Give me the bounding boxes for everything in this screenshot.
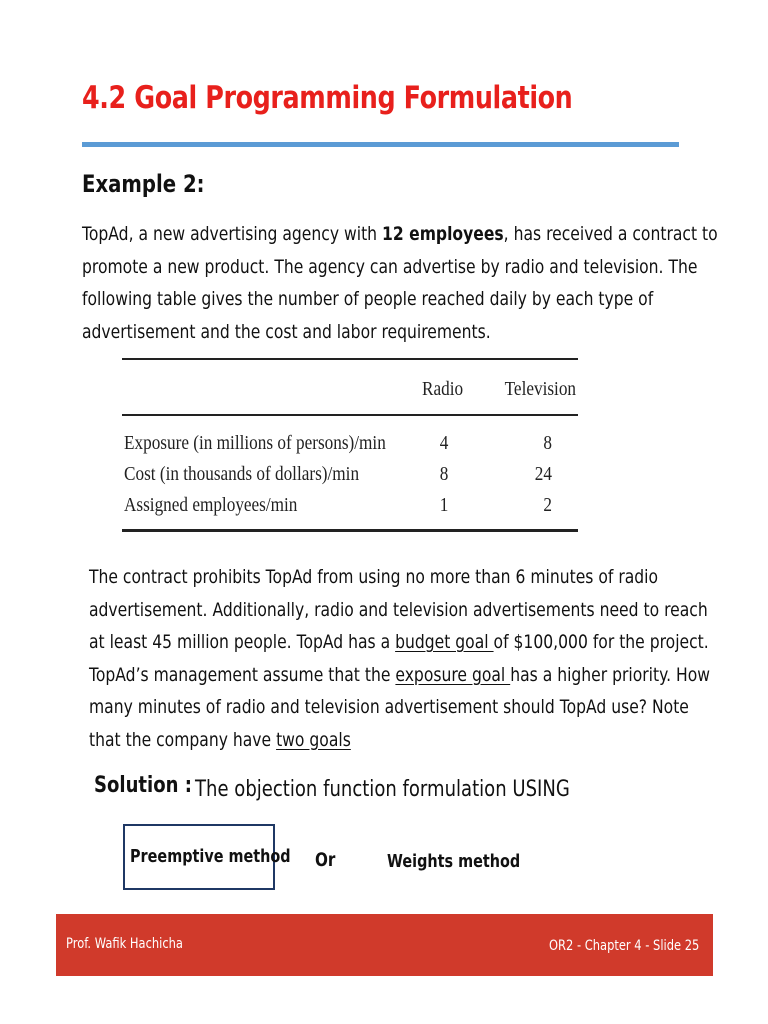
table-top-rule	[122, 358, 578, 360]
problem-line-4	[89, 659, 710, 692]
footer-slide-number: OR2 - Chapter 4 - Slide 25	[548, 938, 699, 954]
problem-line-3-end: of $100,000 for the project.	[493, 631, 709, 653]
problem-line-5: many minutes of radio and television advertisement should TopAd use? Note	[89, 696, 689, 718]
intro-line-1	[82, 218, 718, 251]
intro-line-2: promote a new product. The agency can advertise by radio and television. The	[82, 255, 698, 278]
intro-paragraph	[82, 218, 768, 348]
employees-emphasis: 12 employees	[382, 223, 504, 245]
intro-line-1-end: , has received a contract to	[503, 223, 718, 245]
column-header-television: Television	[504, 378, 576, 400]
problem-line-6	[89, 724, 710, 757]
row-label-exposure: Exposure (in millions of persons)/min	[124, 432, 386, 454]
intro-line-3: following table gives the number of people reached daily by each type of	[82, 288, 654, 310]
problem-line-3	[89, 626, 710, 659]
problem-paragraph	[89, 561, 768, 756]
cell-exposure-television: 8	[543, 432, 552, 454]
row-label-employees: Assigned employees/min	[124, 494, 298, 516]
cell-exposure-radio: 4	[439, 432, 449, 454]
row-label-cost: Cost (in thousands of dollars)/min	[124, 463, 360, 485]
exposure-goal-underlined: exposure goal	[395, 663, 511, 686]
or-label: Or	[315, 849, 336, 871]
cell-employees-radio: 1	[439, 494, 449, 516]
budget-goal-underlined: budget goal	[395, 631, 494, 653]
weights-method-label: Weights method	[387, 851, 521, 872]
cell-cost-radio: 8	[439, 463, 449, 485]
column-header-radio: Radio	[422, 378, 464, 400]
problem-line-4-start: TopAd’s management assume that the	[89, 663, 396, 686]
problem-line-6-start: that the company have	[89, 728, 277, 751]
preemptive-method-label: Preemptive method	[130, 846, 291, 867]
slide-title: 4.2 Goal Programming Formulation	[82, 80, 573, 116]
problem-line-3-start: at least 45 million people. TopAd has a	[89, 631, 396, 653]
example-heading: Example 2:	[82, 170, 205, 198]
table-bottom-rule	[122, 529, 578, 532]
problem-line-4-end: has a higher priority. How	[510, 663, 710, 686]
title-underline-rule	[82, 142, 679, 147]
cell-employees-television: 2	[543, 494, 552, 516]
solution-text: The objection function formulation USING	[195, 777, 570, 802]
cell-cost-television: 24	[534, 463, 552, 485]
problem-line-1: The contract prohibits TopAd from using no more than 6 minutes of radio	[89, 566, 659, 588]
footer-author: Prof. Wafik Hachicha	[66, 936, 183, 952]
slide-footer	[56, 914, 713, 976]
table-header-rule	[122, 414, 578, 416]
problem-line-2: advertisement. Additionally, radio and television advertisements need to reach	[89, 598, 708, 621]
two-goals-underlined: two goals	[276, 728, 351, 751]
intro-line-4: advertisement and the cost and labor requirements.	[82, 320, 491, 343]
solution-label: Solution :	[94, 773, 192, 798]
intro-line-1-start: TopAd, a new advertising agency with	[82, 223, 383, 245]
